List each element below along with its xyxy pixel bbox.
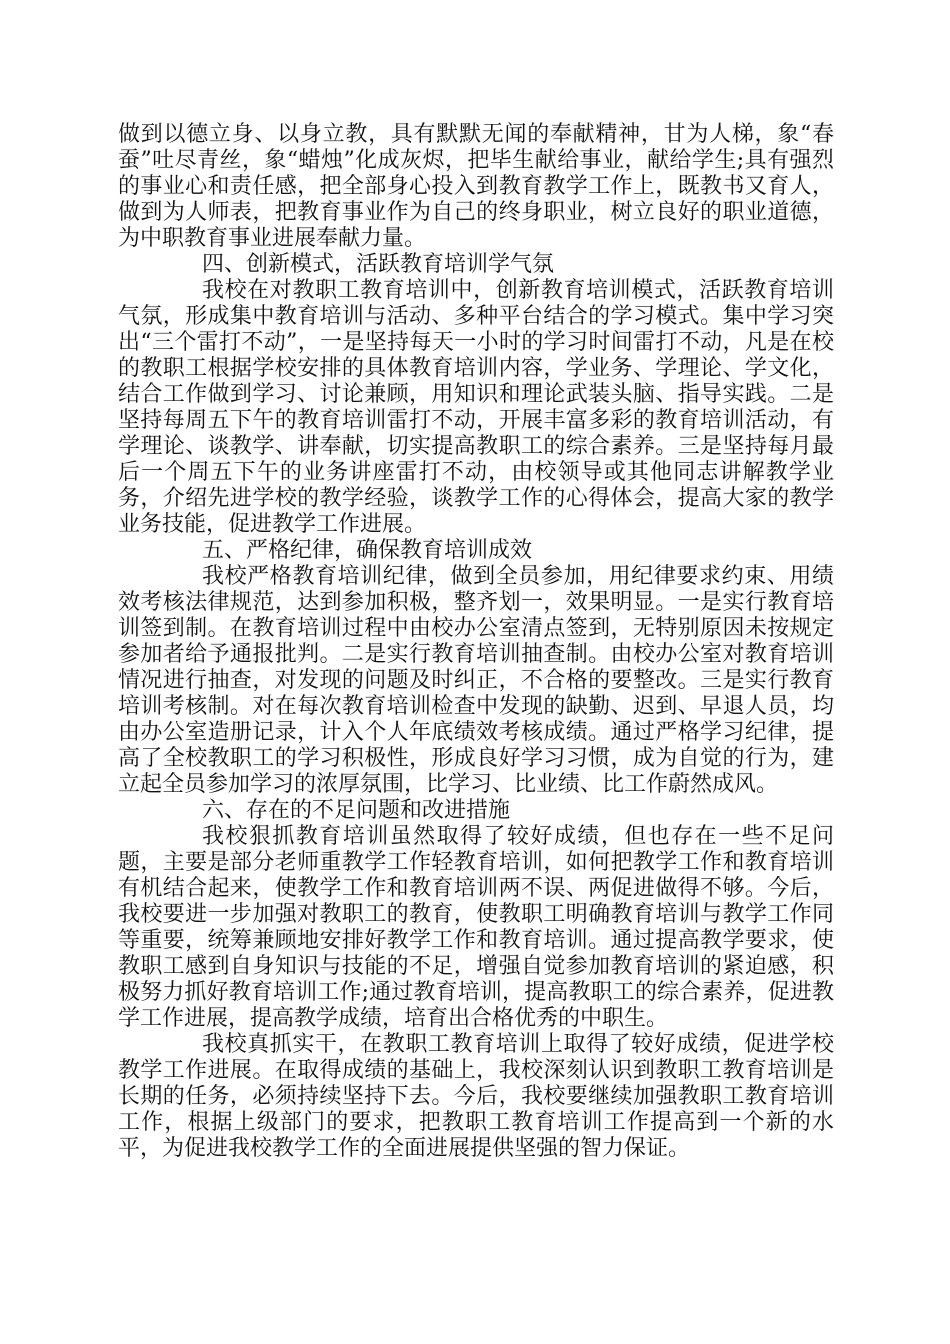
document-page — [118, 122, 834, 1162]
section-heading-5: 五、严格纪律，确保教育培训成效 — [202, 538, 533, 563]
paragraph-section-5: 我校严格教育培训纪律，做到全员参加，用纪律要求约束、用绩效考核法律规范，达到参加积极，整齐划一，效果明显。一是实行教育培训签到制。在教育培训过程中由校办公室清点签到，无特别原因未按规定参加者给予通报批判。二是实行教育培训抽查制。由校办公室对教育培训情况进行抽查，对发现的问题及时纠正，不合格的要整改。三是实行教育培训考核制。对在每次教育培训检查中发现的缺勤、迟到、早退人员，均由办公室造册记录，计入个人年底绩效考核成绩。通过严格学习纪律，提高了全校教职工的学习积极性，形成良好学习习惯，成为自觉的行为，建立起全员参加学习的浓厚氛围，比学习、比业绩、比工作蔚然成风。 — [118, 564, 834, 797]
paragraph-section-6: 我校狠抓教育培训虽然取得了较好成绩，但也存在一些不足问题，主要是部分老师重教学工作轻教育培训，如何把教学工作和教育培训有机结合起来，使教学工作和教育培训两不误、两促进做得不够。今后，我校要进一步加强对教职工的教育，使教职工明确教育培训与教学工作同等重要，统筹兼顾地安排好教学工作和教育培训。通过提高教学要求，使教职工感到自身知识与技能的不足，增强自觉参加教育培训的紧迫感，积极努力抓好教育培训工作;通过教育培训，提高教职工的综合素养，促进教学工作进展，提高教学成绩，培育出合格优秀的中职生。 — [118, 824, 834, 1031]
paragraph-section-4: 我校在对教职工教育培训中，创新教育培训模式，活跃教育培训气氛，形成集中教育培训与活动、多种平台结合的学习模式。集中学习突出“三个雷打不动”，一是坚持每天一小时的学习时间雷打不动，凡是在校的教职工根据学校安排的具体教育培训内容，学业务、学理论、学文化，结合工作做到学习、讨论兼顾，用知识和理论武装头脑、指导实践。二是坚持每周五下午的教育培训雷打不动，开展丰富多彩的教育培训活动，有学理论、谈教学、讲奉献，切实提高教职工的综合素养。三是坚持每月最后一个周五下午的业务讲座雷打不动，由校领导或其他同志讲解教学业务，介绍先进学校的教学经验，谈教学工作的心得体会，提高大家的教学业务技能，促进教学工作进展。 — [118, 278, 834, 537]
paragraph-conclusion: 我校真抓实干，在教职工教育培训上取得了较好成绩，促进学校教学工作进展。在取得成绩的基础上，我校深刻认识到教职工教育培训是长期的任务，必须持续坚持下去。今后，我校要继续加强教职工教育培训工作，根据上级部门的要求，把教职工教育培训工作提高到一个新的水平，为促进我校教学工作的全面进展提供坚强的智力保证。 — [118, 1032, 834, 1161]
section-heading-4: 四、创新模式，活跃教育培训学气氛 — [202, 252, 555, 277]
section-heading-6: 六、存在的不足问题和改进措施 — [202, 798, 511, 823]
paragraph-intro-continuation: 做到以德立身、以身立教，具有默默无闻的奉献精神，甘为人梯，象“春蚕”吐尽青丝，象“蜡烛”化成灰烬，把毕生献给事业，献给学生;具有强烈的事业心和责任感，把全部身心投入到教育教学工作上，既教书又育人，做到为人师表，把教育事业作为自己的终身职业，树立良好的职业道德，为中职教育事业进展奉献力量。 — [118, 122, 834, 251]
